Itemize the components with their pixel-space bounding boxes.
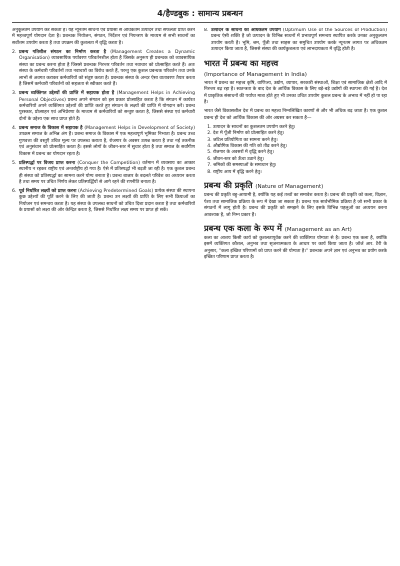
item-title-english: (Achieving Predetermined Goals) (76, 188, 155, 194)
heading-english: (Importance of Management in India) (204, 72, 307, 79)
list-item (204, 28, 387, 54)
item-number: 6. (12, 188, 17, 194)
item-title: उत्पादन के साधनों का अधिकतम उपयोग (211, 28, 281, 33)
importance-list-item: 4. औद्योगिक विकास की गति को तीव्र करने हेतु। (213, 144, 387, 150)
importance-list-item: 2. देश में पूँजी निर्माण को प्रोत्साहित करने हेतु। (213, 131, 387, 137)
item-title: प्रबन्ध समाज के विकास में सहायक है (19, 125, 83, 131)
importance-list-item: 1. उत्पादन के साधनों का कुशलतम उपयोग करने हेतु। (213, 125, 387, 131)
heading-text: प्रबन्ध एक कला के रूप में (204, 222, 282, 233)
item-title: प्रबन्ध गतिशील संगठन का निर्माण करता है (19, 49, 107, 55)
two-column-body (12, 28, 388, 548)
art-paragraph: कला का आशय किसी कार्य को कुशलतापूर्वक करने की व्यक्तिगत योग्यता से है। प्रबन्ध एक कला है, क्योंकि इसमें व्यक्तिगत कौशल, अनुभव तथा सृजनात्मकता के आधार पर कार्य किया जाता है। जॉर्ज आर. टैरी के अनुसार, "कला इच्छित परिणामों को प्राप्त करने की योग्यता है।" प्रबन्धक अपने ज्ञान एवं अनुभव का प्रयोग करके इच्छित परिणाम प्राप्त करता है। (204, 235, 387, 261)
item-title: प्रबन्ध व्यक्तिगत उद्देश्यों की प्राप्ति में सहायक होता है (19, 91, 115, 97)
heading-english: (Management as an Art) (284, 226, 352, 233)
item-text: प्रत्येक संस्था की स्थापना कुछ उद्देश्यों की पूर्ति करने के लिए की जाती है। प्रबन्ध उन लक्ष्यों की प्राप्ति के लिए सभी क्रियाओं का नियोजन एवं समन्वय करता है। यह संस्था के उपलब्ध साधनों को उचित दिशा प्रदान करता है तथा कर्मचारियों के प्रयासों को लक्ष्य की ओर केन्द्रित करता है, जिससे निर्धारित लक्ष्य समय पर प्राप्त हो सकें। (19, 188, 195, 214)
list-item (12, 91, 195, 123)
item-number: 5. (12, 160, 17, 166)
item-text: वर्तमान में व्यवसाय का आकार स्थानीय न रहकर राष्ट्रीय एवं अन्तर्राष्ट्रीय हो गया है। ऐसे में प्रतिस्पर्द्धा भी बढ़ती जा रही है। एक कुशल प्रबन्ध ही संस्था को प्रतिस्पर्द्धा का सामना करने योग्य बनाता है। प्रबन्ध बाजार के बदलते परिवेश का अध्ययन करता है तथा समय पर उचित निर्णय लेकर प्रतिस्पर्द्धियों से आगे रहने की रणनीति बनाता है। (19, 160, 195, 185)
item-title-english: (Optimum Use of the Sources of Production) (280, 28, 387, 33)
list-item (12, 50, 195, 89)
left-column (12, 28, 195, 548)
nature-paragraph: प्रबन्ध की प्रकृति बहु-आयामी है, क्योंकि यह कई तत्त्वों का समावेश करता है। प्रबन्ध की प्रकृति को कला, विज्ञान, पेशा तथा सामाजिक प्रक्रिया के रूप में देखा जा सकता है। प्रबन्ध एक सार्वभौमिक प्रक्रिया है जो सभी प्रकार के संगठनों में लागू होती है। प्रबन्ध की प्रकृति को समझने के लिए इसके विभिन्न पहलुओं का अध्ययन करना आवश्यक है, जो निम्न प्रकार हैं। (204, 193, 387, 218)
section-heading-importance (204, 58, 387, 79)
heading-text: प्रबन्ध की प्रकृति (204, 180, 253, 191)
section-heading-art (204, 223, 387, 234)
heading-english: (Nature of Management) (255, 184, 324, 191)
importance-intro: भारत में प्रबन्ध का महत्त्व कृषि, वाणिज्य, उद्योग, व्यापार, सरकारी संस्थाओं, शिक्षा एवं सामाजिक क्षेत्रों आदि में निरन्तर बढ़ रहा है। स्वतन्त्रता के बाद देश के आर्थिक विकास के लिए बड़े-बड़े उद्योगों की स्थापना की गई है। देश में प्राकृतिक संसाधनों की पर्याप्त मात्रा होते हुए भी उनका उचित उपयोग कुशल प्रबन्ध के अभाव में नहीं हो पा रहा है। (204, 80, 387, 106)
item-title-english: (Management Helps in Development of Society) (82, 125, 195, 131)
item-text: उपक्रम समाज के अभिन्न अंग हैं। प्रबन्ध समाज के विकास में एक महत्त्वपूर्ण भूमिका निभाता है। प्रबन्ध उच्च गुणवत्ता की वस्तुएँ उचित मूल्य पर उपलब्ध कराता है, रोजगार के अवसर उत्पन्न करता है तथा नई तकनीक एवं अनुसंधान को प्रोत्साहित करता है। इससे लोगों के जीवन-स्तर में सुधार होता है तथा समाज के सर्वांगीण विकास में प्रबन्ध का योगदान रहता है। (19, 132, 195, 157)
importance-list-item: 8. राष्ट्रीय आय में वृद्धि करने हेतु। (213, 170, 387, 176)
header-subtitle: सामान्य प्रबन्धन (197, 9, 243, 18)
list-item (12, 189, 195, 215)
importance-list (204, 125, 387, 177)
importance-list-item: 3. जटिल प्रतियोगिता का सामना करने हेतु। (213, 138, 387, 144)
item-title-english: (Conquer the Competition) (75, 160, 143, 166)
header-book-title: 4/हैण्डबुक (157, 9, 189, 18)
item-number: 8. (204, 28, 209, 33)
item-title: प्रतिस्पर्द्धा पर विजय प्राप्त करना (19, 160, 76, 166)
item-number: 3. (12, 91, 17, 97)
item-title-english: (Management Creates a Dynamic Organisation) (19, 49, 195, 62)
heading-text: भारत में प्रबन्ध का महत्त्व (204, 57, 279, 68)
left-intro-paragraph: अनुकूलतम उपयोग कर सकता है। यह न्यूनतम साधनों एवं प्रयासों से अधिकतम उत्पादन तथा सफलता प्राप्त करने में महत्त्वपूर्ण योगदान देता है। प्रबन्धक नियोजन, संगठन, निर्देशन एवं नियन्त्रण के माध्यम से सभी साधनों का सर्वोत्तम उपयोग करता है तथा उपक्रम की कुशलता में वृद्धि करता है। (12, 28, 195, 46)
item-text: प्रबन्ध ऐसी शक्ति है जो उत्पादन के विभिन्न साधनों में प्रभावपूर्ण समन्वय स्थापित करके उनका अनुकूलतम उपयोग करती है। भूमि, श्रम, पूँजी तथा साहस का समुचित उपयोग करके न्यूनतम लागत पर अधिकतम उत्पादन किया जाता है, जिससे संस्था की कार्यकुशलता एवं लाभदायकता में वृद्धि होती है। (211, 34, 387, 53)
importance-list-item: 7. श्रमिकों की समस्याओं के समाधान हेतु। (213, 163, 387, 169)
list-item (12, 126, 195, 158)
item-number: 4. (12, 125, 17, 131)
importance-list-item: 5. रोजगार के अवसरों में वृद्धि करने हेतु। (213, 150, 387, 156)
item-text: व्यावसायिक पर्यावरण परिवर्तनशील होता है जिसके अनुरूप ही प्रबन्धक को व्यावसायिक संस्था का प्रबन्ध करना होता है जिससे प्रबन्धक निरन्तर परिवर्तन तथा नवाचार को प्रोत्साहित करते हैं। अतः संस्था के कर्मचारी परिवर्तनों तथा नवाचारों का विरोध करते हैं, परन्तु एक कुशल प्रबन्धक परिवर्तन तथा उनके लाभों से अवगत कराकर कर्मचारियों को संतुष्ट करता है। प्रबन्धक संस्था के अन्दर ऐसा वातावरण तैयार करता है जिसमें कर्मचारी परिवर्तनों को सहजता से स्वीकार करते हैं। (19, 56, 195, 88)
item-text: प्रबन्ध अपने संगठन को इस प्रकार प्रोत्साहित करता है कि संगठन में कार्यरत कर्मचारियों अपने व्यक्तिगत उद्देश्यों की प्राप्ति करते हुए संगठन के लक्ष्यों की प्राप्ति में योगदान करें। प्रबन्ध पुरस्कार, प्रोत्साहन एवं अभिप्रेरणा के माध्यम से कर्मचारियों को सन्तुष्ट करता है, जिससे संस्था एवं कर्मचारी दोनों के उद्देश्य एक साथ प्राप्त होते हैं। (19, 97, 195, 122)
header-separator: : (191, 9, 195, 18)
right-column (204, 28, 387, 548)
running-header (12, 8, 388, 23)
item-title: पूर्व निर्धारित लक्ष्यों को प्राप्त करना (19, 188, 77, 194)
importance-list-item: 6. जीवन-स्तर को ऊँचा उठाने हेतु। (213, 157, 387, 163)
section-heading-nature (204, 180, 387, 191)
item-number: 2. (12, 49, 17, 55)
item-title-english: (Management Helps in Achieving Personal Objectives) (19, 91, 195, 103)
importance-paragraph: भारत जैसे विकासशील देश में प्रबन्ध का महत्त्व निम्नलिखित कारणों से और भी अधिक बढ़ जाता है। एक कुशल प्रबन्ध ही देश को आर्थिक विकास की ओर अग्रसर कर सकता है— (204, 109, 387, 121)
list-item (12, 161, 195, 187)
